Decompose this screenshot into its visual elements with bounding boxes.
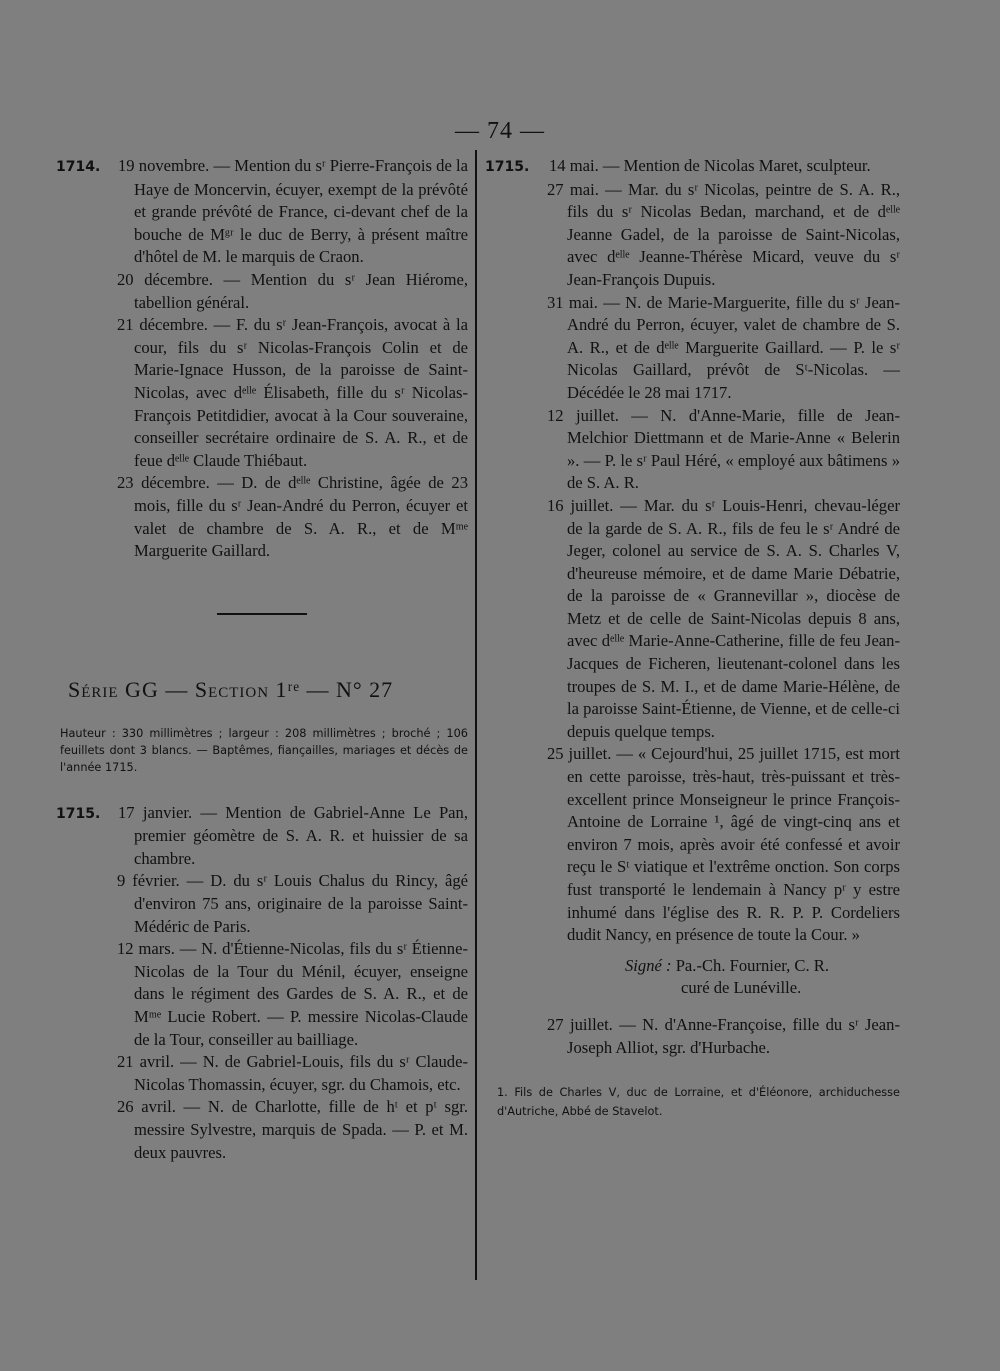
entry (56, 269, 468, 314)
entry-text: 12 mars. — N. d'Étienne-Nicolas, fils du sʳ Étienne-Nicolas de la Tour du Ménil, écuyer, enseigne dans le régiment des Gardes de S. A. R., et de Mᵐᵉ Lucie Robert. — P. messire Nicolas-Claude de la Tour, conseiller au bailliage. (117, 939, 468, 1049)
entry-text: 20 décembre. — Mention du sʳ Jean Hiérome, tabellion général. (117, 269, 468, 312)
column-divider (475, 150, 477, 1280)
entry-text: 16 juillet. — Mar. du sʳ Louis-Henri, chevau-léger de la garde de S. A. R., fils de feu le sʳ André de Jeger, colonel au service de S. A. S. Charles V, d'heureuse mémoire, et de dame Marie Débatrie, de la paroisse de « Grannevillar », diocèse de Metz et de celle de Saint-Nicolas depuis 8 ans, avec dᵉˡˡᵉ Marie-Anne-Catherine, fille de feu Jean-Jacques de Ficheren, lieutenant-colonel dans les troupes de S. M. I., et de dame Marie-Hélène, de la paroisse Saint-Étienne, de Vienne, et de celle-ci depuis quelque temps. (547, 495, 900, 741)
entry (56, 1051, 468, 1096)
entry (56, 314, 468, 472)
entry-text: 27 mai. — Mar. du sʳ Nicolas, peintre de S. A. R., fils du sʳ Nicolas Bedan, marchand, et de dᵉˡˡᵉ Jeanne Gadel, de la paroisse de Saint-Nicolas, avec dᵉˡˡᵉ Jeanne-Thérèse Micard, veuve du sʳ Jean-François Dupuis. (547, 179, 900, 289)
entry (485, 179, 900, 292)
entry-text: 19 novembre. — Mention du sʳ Pierre-François de la Haye de Moncervin, écuyer, exempt de la prévôté et grande prévôté de France, ci-devant chef de la bouche de Mᵍʳ le duc de Berry, à présent maître d'hôtel de M. le marquis de Craon. (118, 156, 468, 267)
entry (56, 938, 468, 1051)
entry (56, 472, 468, 562)
entry (485, 405, 900, 495)
signed-role: curé de Lunéville. (681, 978, 802, 998)
entry-text: 14 mai. — Mention de Nicolas Maret, sculpteur. (549, 156, 871, 175)
entry-year: 1715. (56, 805, 101, 822)
series-title: Série GG — Section 1ʳᵉ — N° 27 (68, 676, 394, 702)
entry-text: 9 février. — D. du sʳ Louis Chalus du Rincy, âgé d'environ 75 ans, originaire de la paroisse Saint-Médéric de Paris. (117, 871, 468, 936)
entry-text: 27 juillet. — N. d'Anne-Françoise, fille du sʳ Jean-Joseph Alliot, sgr. d'Hurbache. (547, 1014, 900, 1057)
left-column (56, 155, 468, 1164)
entry (56, 802, 468, 871)
entry (485, 1014, 900, 1059)
entry-text: 17 janvier. — Mention de Gabriel-Anne Le Pan, premier géomètre de S. A. R. et huissier de sa chambre. (118, 802, 468, 868)
right-column (485, 155, 900, 1121)
entry-year: 1714. (56, 159, 101, 175)
entry (485, 292, 900, 405)
entry (485, 743, 900, 946)
entry (485, 155, 900, 179)
entry-text: 26 avril. — N. de Charlotte, fille de hᵗ et pᵗ sgr. messire Sylvestre, marquis de Spada. — P. et M. deux pauvres. (117, 1097, 468, 1162)
entry-text: 21 avril. — N. de Gabriel-Louis, fils du sʳ Claude-Nicolas Thomassin, écuyer, sgr. du Chamois, etc. (117, 1052, 468, 1094)
signed-label: Signé : (625, 955, 672, 975)
entry-year: 1715. (485, 159, 530, 175)
footnote: 1. Fils de Charles V, duc de Lorraine, et d'Éléonore, archiduchesse d'Autriche, Abbé de Stavelot. (497, 1086, 900, 1119)
entry (485, 495, 900, 744)
entry (56, 155, 468, 269)
entry-text: 21 décembre. — F. du sʳ Jean-François, avocat à la cour, fils du sʳ Nicolas-François Colin et de Marie-Ignace Husson, de la paroisse de Saint-Nicolas, avec dᵉˡˡᵉ Élisabeth, fille du sʳ Nicolas-François Petitdidier, avocat à la Cour souveraine, conseiller secrétaire ordinaire de S. A. R., et de feue dᵉˡˡᵉ Claude Thiébaut. (117, 315, 468, 470)
signature-block (625, 955, 900, 1000)
entry-text: 31 mai. — N. de Marie-Marguerite, fille du sʳ Jean-André du Perron, écuyer, valet de chambre de S. A. R., et de dᵉˡˡᵉ Marguerite Gaillard. — P. le sʳ Nicolas Gaillard, prévôt de Sᵗ-Nicolas. — Décédée le 28 mai 1717. (547, 292, 900, 402)
entry-text: 25 juillet. — « Cejourd'hui, 25 juillet 1715, est mort en cette paroisse, très-haut, très-puissant et très-excellent prince Monseigneur le prince François-Antoine de Lorraine ¹, âgé de vingt-cinq ans et environ 7 mois, après avoir été confessé et avoir reçu le Sᵗ viatique et l'extrême onction. Son corps fust transporté le lendemain à Nancy pʳ y estre inhumé dans l'église des R. R. P. P. Cordeliers dudit Nancy, en présence de toute la Cour. » (547, 744, 900, 945)
signed-name: Pa.-Ch. Fournier, C. R. (675, 955, 829, 975)
series-description: Hauteur : 330 millimètres ; largeur : 208 millimètres ; broché ; 106 feuillets dont 3 blancs. — Baptêmes, fiançailles, mariages et décès de l'année 1715. (60, 726, 468, 774)
section-separator (217, 613, 307, 615)
entry (56, 1096, 468, 1164)
entry-text: 23 décembre. — D. de dᵉˡˡᵉ Christine, âgée de 23 mois, fille du sʳ Jean-André du Perron, écuyer et valet de chambre de S. A. R., et de Mᵐᵉ Marguerite Gaillard. (117, 473, 468, 561)
entry-text: 12 juillet. — N. d'Anne-Marie, fille de Jean-Melchior Diettmann et de Marie-Anne « Belerin ». — P. le sʳ Paul Héré, « employé aux bâtimens » de S. A. R. (547, 405, 900, 493)
entry (56, 870, 468, 938)
page-number: — 74 — (455, 118, 545, 144)
